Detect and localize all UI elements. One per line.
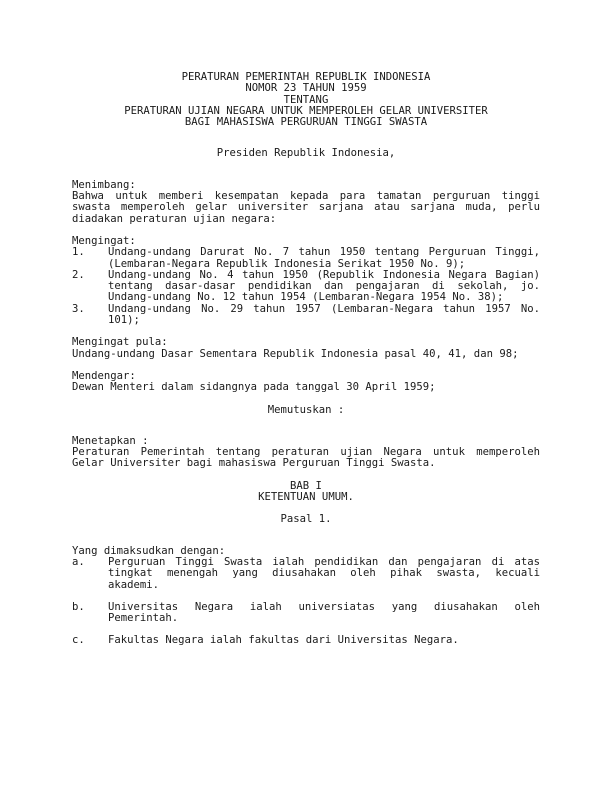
definition-item [72, 635, 540, 646]
mengingat-item-number: 2. [72, 268, 85, 281]
definition-item-letter: b. [72, 600, 85, 613]
header-subject: PERATURAN UJIAN NEGARA UNTUK MEMPEROLEH GELAR UNIVERSITER [124, 104, 488, 117]
header-number: NOMOR 23 TAHUN 1959 [245, 82, 367, 95]
header-title: PERATURAN PEMERINTAH REPUBLIK INDONESIA [181, 71, 431, 83]
menetapkan-text: Peraturan Pemerintah tentang peraturan ujian Negara untuk memperoleh Gelar Universiter bagi mahasiswa Perguruan Tinggi Swasta. [72, 446, 540, 470]
mengingat-item-text: Undang-undang No. 29 tahun 1957 (Lembaran-Negara tahun 1957 No. 101); [108, 302, 540, 327]
mengingat-pula-section [72, 337, 540, 360]
mengingat-item [72, 247, 540, 270]
memutuskan-heading: Memutuskan : [267, 403, 345, 416]
pasal-heading: Pasal 1. [280, 513, 332, 526]
mendengar-text: Dewan Menteri dalam sidangnya pada tanggal 30 April 1959; [72, 381, 436, 394]
definition-item-letter: a. [72, 555, 85, 568]
mengingat-item-text: Undang-undang No. 4 tahun 1950 (Republik Indonesia Negara Bagian) tentang dasar-dasar pendidikan dan pengajaran di sekolah, jo. Undang-undang No. 12 tahun 1954 (Lembaran-Negara 1954 No. 38); [108, 268, 540, 304]
mengingat-item-number: 1. [72, 246, 85, 259]
mengingat-pula-text: Undang-undang Dasar Sementara Republik Indonesia pasal 40, 41, dan 98; [72, 347, 519, 360]
mendengar-label: Mendengar: [72, 369, 136, 382]
president-line: Presiden Republik Indonesia, [216, 147, 396, 160]
definition-item-text: Fakultas Negara ialah fakultas dari Universitas Negara. [108, 634, 459, 647]
menimbang-label: Menimbang: [72, 178, 136, 191]
bab-subtitle: KETENTUAN UMUM. [258, 491, 354, 504]
definition-item [72, 602, 540, 625]
mengingat-item-text: Undang-undang Darurat No. 7 tahun 1950 tentang Perguruan Tinggi, (Lembaran-Negara Republik Indonesia Serikat 1950 No. 9); [108, 246, 540, 270]
definitions-section [72, 546, 540, 647]
menimbang-text: Bahwa untuk memberi kesempatan kepada para tamatan perguruan tinggi swasta memperoleh gelar universiter sarjana atau sarjana muda, perlu diadakan peraturan ujian negara: [72, 190, 540, 225]
bab-heading [72, 481, 540, 504]
mendengar-section [72, 371, 540, 394]
document-page [72, 72, 540, 647]
definition-item-text: Perguruan Tinggi Swasta ialah pendidikan dan pengajaran di atas tingkat menengah yang diusahakan oleh pihak swasta, kecuali akademi. [108, 555, 540, 591]
menimbang-section [72, 180, 540, 225]
document-header [72, 72, 540, 128]
mengingat-label: Mengingat: [72, 234, 136, 247]
mengingat-item [72, 304, 540, 327]
mengingat-item-number: 3. [72, 302, 85, 315]
mengingat-item [72, 270, 540, 304]
bab-title: BAB I [290, 479, 322, 492]
header-subject-cont: BAGI MAHASISWA PERGURUAN TINGGI SWASTA [184, 116, 428, 129]
mengingat-pula-label: Mengingat pula: [72, 336, 168, 349]
definition-item [72, 557, 540, 591]
mengingat-section [72, 236, 540, 326]
menetapkan-label: Menetapkan : [72, 434, 149, 447]
definitions-intro: Yang dimaksudkan dengan: [72, 544, 226, 557]
definition-item-text: Universitas Negara ialah universiatas yang diusahakan oleh Pemerintah. [108, 600, 540, 625]
definition-item-letter: c. [72, 634, 85, 647]
menetapkan-section [72, 436, 540, 470]
header-tentang: TENTANG [283, 93, 329, 106]
